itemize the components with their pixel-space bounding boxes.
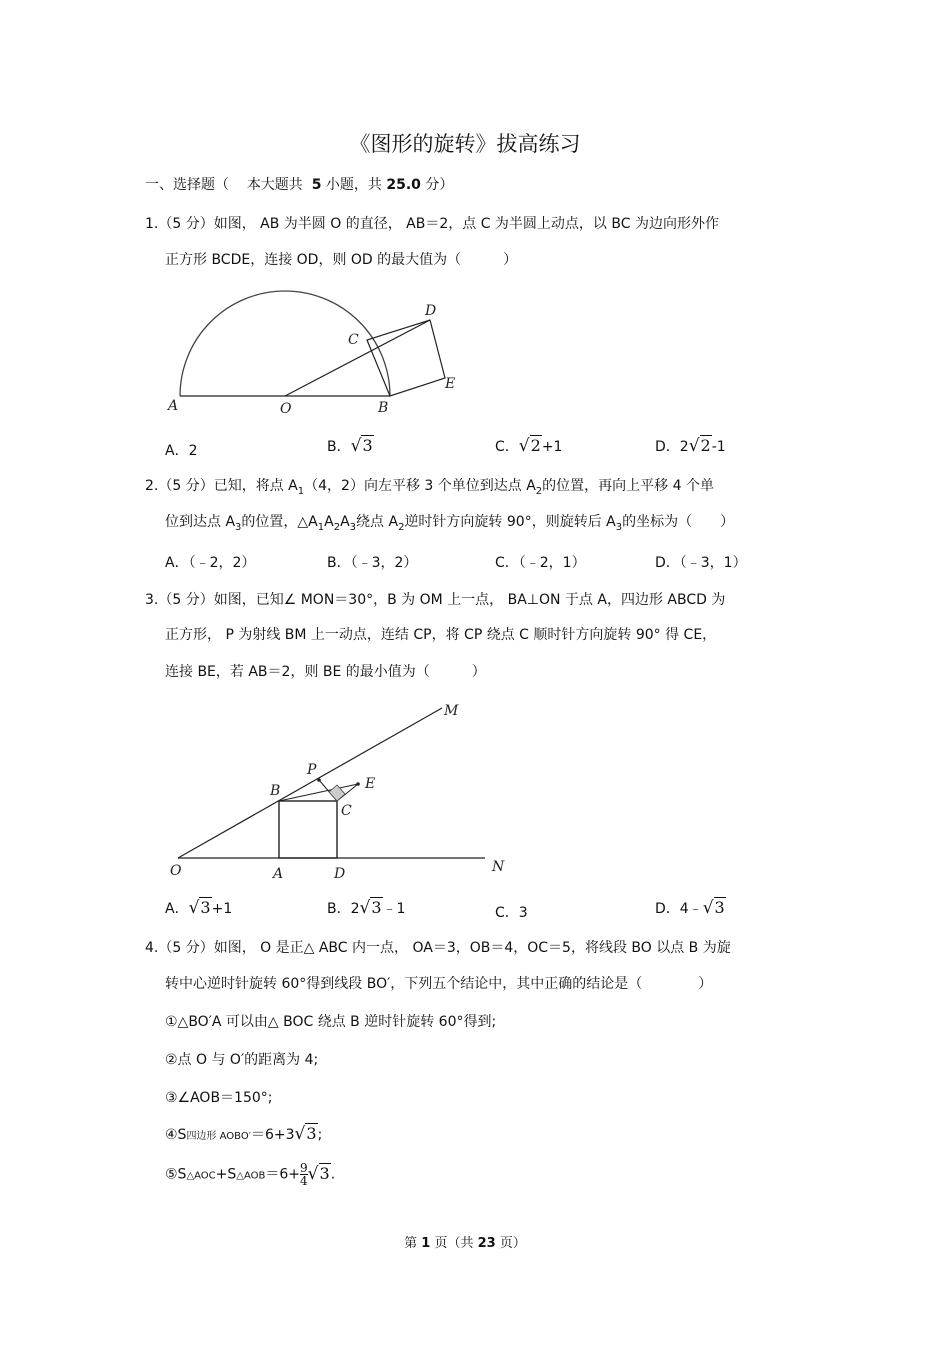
option-letter: C．	[495, 439, 519, 455]
text: +S	[215, 1166, 237, 1183]
segment-be	[279, 784, 358, 801]
text: 的坐标为（ ）	[622, 514, 735, 530]
subscript: 3	[235, 521, 242, 533]
q4-statement-1: ①△BO′A 可以由△ BOC 绕点 B 逆时针旋转 60°得到;	[165, 1014, 497, 1030]
subscript: 3	[349, 521, 357, 533]
subscript: 2	[535, 485, 543, 497]
text: 位到达点 A	[165, 514, 236, 530]
radicand: 2	[700, 436, 711, 455]
q3-option-a	[165, 898, 232, 918]
section-label: 分）	[425, 177, 454, 193]
q4-statement-3: ③∠AOB＝150°;	[165, 1090, 273, 1106]
text: （4，2）向左平移 3 个单位到达点 A	[304, 478, 536, 494]
q4-stem-line2: 转中心逆时针旋转 60°得到线段 BO′，下列五个结论中，其中正确的结论是（ ）	[165, 976, 713, 992]
q1-option-a: A．2	[165, 443, 198, 459]
q1-stem-line1: 1.（5 分）如图， AB 为半圆 O 的直径， AB＝2，点 C 为半圆上动点，以 BC 为边向形外作	[145, 216, 719, 232]
q3-figure	[160, 695, 520, 885]
radicand: 3	[306, 1124, 317, 1143]
text: 页）	[499, 1236, 526, 1251]
label-c: C	[341, 803, 352, 819]
point-p	[317, 778, 321, 782]
q1-option-b	[327, 436, 374, 456]
subscript: 3	[615, 521, 623, 533]
label-o: O	[280, 401, 292, 417]
sqrt-symbol: √3	[350, 436, 373, 456]
numerator: 9	[300, 1161, 308, 1175]
total-score: 25.0	[386, 177, 421, 193]
q3-option-c: C．3	[495, 905, 528, 921]
text: 绕点 A	[356, 514, 399, 530]
option-suffix: -1	[711, 439, 726, 455]
q4-statement-4	[165, 1124, 322, 1147]
ray-om	[178, 708, 442, 858]
coefficient: 2	[679, 439, 689, 455]
text: 页（共	[434, 1236, 474, 1251]
page-footer	[0, 1232, 930, 1251]
fraction	[300, 1162, 308, 1187]
radicand: 2	[530, 436, 541, 455]
subscript: △AOB	[236, 1170, 266, 1182]
q1-stem-line2: 正方形 BCDE，连接 OD，则 OD 的最大值为（ ）	[165, 252, 518, 268]
text: A	[324, 514, 334, 530]
text: 逆时针方向旋转 90°，则旋转后 A	[404, 514, 616, 530]
option-suffix: +1	[541, 439, 563, 455]
text: ;	[317, 1127, 323, 1143]
q1-figure	[160, 290, 480, 420]
square-abcd	[279, 801, 337, 858]
radicand: 3	[362, 436, 373, 455]
q4-statement-5	[165, 1162, 335, 1187]
radicand: 3	[200, 898, 211, 917]
q3-option-d	[655, 898, 726, 918]
label-c: C	[348, 332, 359, 348]
subscript: 1	[297, 485, 305, 497]
text: ④S	[165, 1127, 187, 1143]
label-e: E	[365, 776, 376, 792]
q2-option-b: B．（﹣3，2）	[327, 555, 418, 571]
page-number: 1	[421, 1236, 431, 1251]
point-e	[356, 782, 360, 786]
option-letter: B．2	[327, 901, 360, 917]
denominator: 4	[300, 1174, 308, 1188]
label-d: D	[425, 303, 437, 319]
sqrt-symbol: √3	[294, 1124, 317, 1144]
label-a: A	[273, 866, 284, 882]
sqrt-symbol: √3	[188, 898, 211, 918]
q2-option-a: A．（﹣2，2）	[165, 555, 256, 571]
q4-statement-2: ②点 O 与 O′的距离为 4;	[165, 1052, 319, 1068]
text: 2.（5 分）已知，将点 A	[145, 478, 298, 494]
q2-option-c: C．（﹣2，1）	[495, 555, 586, 571]
label-p: P	[307, 762, 317, 778]
question-count: 5	[311, 177, 322, 193]
q4-stem-line1: 4.（5 分）如图， O 是正△ ABC 内一点， OA＝3，OB＝4，OC＝5，将线段 BO 以点 B 为旋	[145, 940, 731, 956]
sqrt-symbol: √2	[688, 436, 711, 456]
option-letter: D．	[655, 439, 680, 455]
text: .	[330, 1166, 336, 1183]
q3-option-b	[327, 898, 405, 918]
label-m: M	[444, 703, 459, 719]
label-e: E	[445, 376, 456, 392]
radicand: 3	[714, 898, 725, 917]
text: A	[340, 514, 350, 530]
q2-stem-line2	[165, 512, 734, 538]
q3-stem-line3: 连接 BE，若 AB＝2，则 BE 的最小值为（ ）	[165, 664, 486, 680]
text: 第	[404, 1236, 418, 1251]
section-label: 小题，共	[325, 177, 382, 193]
label-d: D	[334, 866, 346, 882]
q1-option-c	[495, 436, 562, 456]
q2-stem-line1	[145, 476, 714, 502]
text: ＝6+	[265, 1166, 301, 1183]
section-header	[145, 175, 453, 195]
text: 的位置，△A	[241, 514, 318, 530]
text: 的位置，再向上平移 4 个单	[542, 478, 714, 494]
sqrt-symbol: √3	[307, 1163, 330, 1184]
label-b: B	[378, 400, 389, 416]
subscript: △AOC	[186, 1170, 216, 1182]
radicand: 3	[319, 1163, 330, 1183]
q2-option-d: D．（﹣3，1）	[655, 555, 747, 571]
subscript: 2	[398, 521, 405, 533]
sqrt-symbol: √3	[702, 898, 725, 918]
label-o: O	[170, 863, 182, 879]
q1-option-d	[655, 436, 726, 456]
total-pages: 23	[477, 1236, 496, 1251]
subscript: 四边形 AOBO′	[186, 1131, 251, 1142]
sqrt-symbol: √2	[518, 436, 541, 456]
subscript: 2	[333, 521, 341, 533]
page-title: 《图形的旋转》拔高练习	[349, 132, 581, 156]
label-a: A	[168, 398, 179, 414]
option-letter: B．	[327, 439, 351, 455]
option-suffix: ﹣1	[382, 901, 406, 917]
sqrt-symbol: √3	[359, 898, 382, 918]
label-n: N	[492, 859, 505, 875]
text: ＝6+3	[250, 1127, 295, 1143]
section-label: 一、选择题（	[145, 177, 229, 193]
radicand: 3	[371, 898, 382, 917]
option-suffix: +1	[211, 901, 233, 917]
label-b: B	[270, 783, 281, 799]
text: ⑤S	[165, 1166, 187, 1183]
subscript: 1	[317, 521, 325, 533]
q3-stem-line1: 3.（5 分）如图，已知∠ MON＝30°，B 为 OM 上一点， BA⊥ON 于点 A，四边形 ABCD 为	[145, 592, 726, 608]
q3-stem-line2: 正方形， P 为射线 BM 上一动点，连结 CP，将 CP 绕点 C 顺时针方向旋转 90° 得 CE，	[165, 627, 717, 643]
option-letter: A．	[165, 901, 189, 917]
option-letter: D．4﹣	[655, 901, 703, 917]
section-label: 本大题共	[246, 177, 303, 193]
square-bcde	[367, 320, 445, 396]
